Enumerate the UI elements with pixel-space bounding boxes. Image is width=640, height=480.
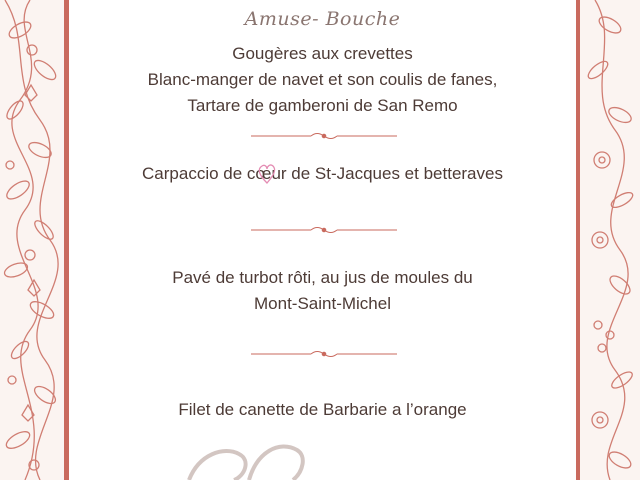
floral-pattern-icon (0, 0, 70, 480)
course-3-line-1: Pavé de turbot rôti, au jus de moules du (172, 268, 473, 287)
course-2: Carpaccio de cœur de St-Jacques et betteraves (142, 164, 503, 183)
amuse-line-2: Blanc-manger de navet et son coulis de fanes, (147, 70, 498, 89)
ornament-divider-icon (249, 349, 399, 359)
course-4: Filet de canette de Barbarie a l’orange (178, 400, 467, 419)
section-title: Amuse- Bouche (244, 8, 401, 30)
left-floral-border (0, 0, 70, 480)
right-floral-border (580, 0, 640, 480)
heart-outline-icon (257, 160, 277, 186)
ornament-divider-icon (249, 225, 399, 235)
floral-pattern-icon (580, 0, 640, 480)
ornament-divider-icon (249, 131, 399, 141)
menu-panel (69, 0, 576, 480)
decorative-swirl-icon (179, 436, 309, 480)
amuse-line-1: Gougères aux crevettes (232, 44, 413, 63)
course-3-line-2: Mont-Saint-Michel (254, 294, 391, 313)
amuse-line-3: Tartare de gamberoni de San Remo (187, 96, 458, 115)
